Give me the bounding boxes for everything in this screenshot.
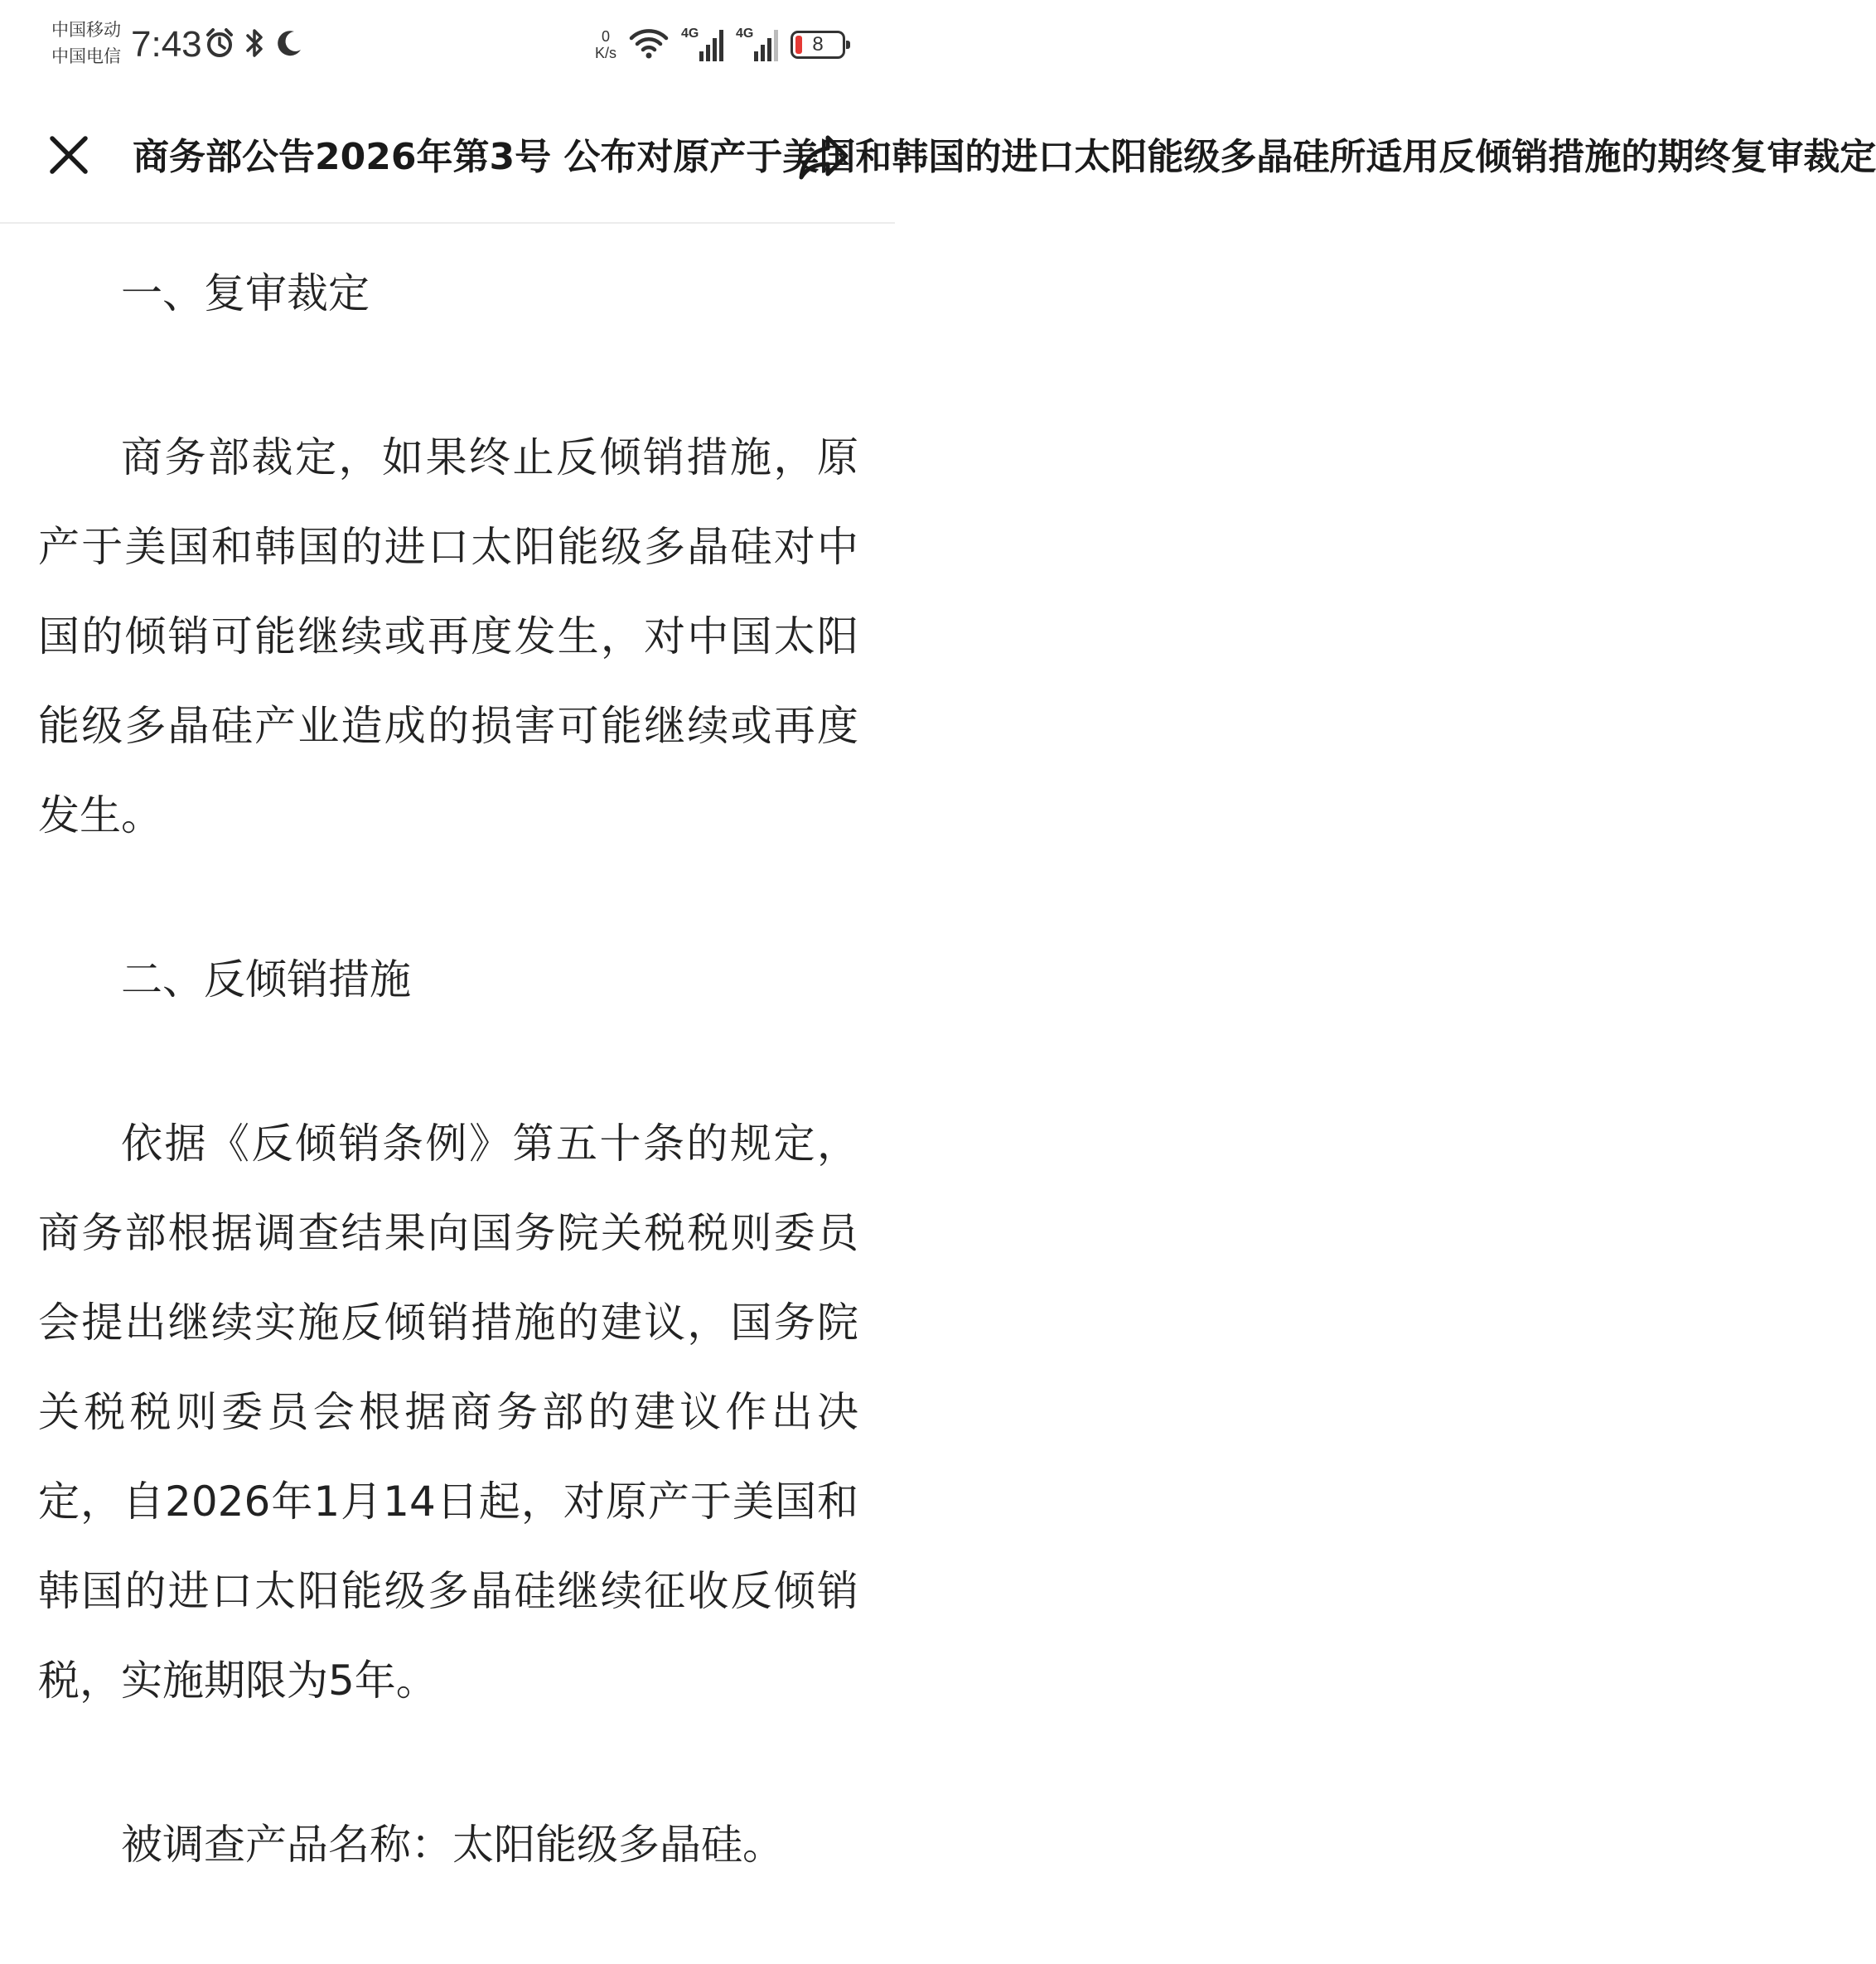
battery-icon bbox=[791, 31, 845, 59]
section-1-body: 商务部裁定，如果终止反倾销措施，原产于美国和韩国的进口太阳能级多晶硅对中国的倾销可能继续或再度发生，对中国太阳能级多晶硅产业造成的损害可能继续或再度发生。 bbox=[38, 433, 858, 839]
status-icons-left bbox=[203, 25, 304, 65]
signal-1-tag: 4G bbox=[681, 27, 699, 41]
bluetooth-icon bbox=[244, 27, 266, 63]
page-title: 商务部公告2026年第3号 公布对原产于美国和韩国的进口太阳能级多晶硅所适用反倾销措施的期终复审裁定 bbox=[133, 136, 1876, 178]
net-speed-value: 0 bbox=[601, 28, 610, 45]
product-name-line: 被调查产品名称：太阳能级多晶硅。 bbox=[121, 1821, 784, 1869]
clock: 7:43 bbox=[131, 24, 202, 65]
signal-icon-2 bbox=[736, 27, 779, 63]
signal-icon-1 bbox=[681, 27, 724, 63]
section-2-heading: 二、反倾销措施 bbox=[121, 955, 411, 1004]
carrier-1: 中国移动 bbox=[51, 20, 121, 40]
net-speed bbox=[595, 28, 616, 61]
section-1-heading: 一、复审裁定 bbox=[121, 269, 370, 317]
moon-icon bbox=[274, 27, 304, 63]
alarm-icon bbox=[203, 27, 236, 63]
carrier-2: 中国电信 bbox=[51, 46, 121, 66]
close-icon bbox=[47, 133, 90, 177]
article-body bbox=[38, 249, 858, 1964]
section-2-body: 依据《反倾销条例》第五十条的规定，商务部根据调查结果向国务院关税税则委员会提出继续实施反倾销措施的建议，国务院关税税则委员会根据商务部的建议作出决定，自2026年1月14日起，对原产于美国和韩国的进口太阳能级多晶硅继续征收反倾销税，实施期限为5年。 bbox=[38, 1120, 858, 1705]
battery-level: 8 bbox=[812, 33, 824, 56]
status-bar bbox=[0, 0, 895, 91]
close-button[interactable] bbox=[40, 126, 98, 184]
wifi-icon bbox=[628, 27, 670, 63]
net-speed-unit: K/s bbox=[594, 45, 616, 61]
share-button[interactable] bbox=[794, 128, 853, 187]
signal-2-tag: 4G bbox=[736, 27, 754, 41]
battery-fill bbox=[795, 36, 802, 54]
article-header bbox=[0, 91, 1876, 224]
share-icon bbox=[796, 133, 851, 182]
status-icons-right bbox=[595, 23, 845, 66]
battery-nub bbox=[846, 41, 850, 49]
carrier-info bbox=[51, 17, 121, 70]
